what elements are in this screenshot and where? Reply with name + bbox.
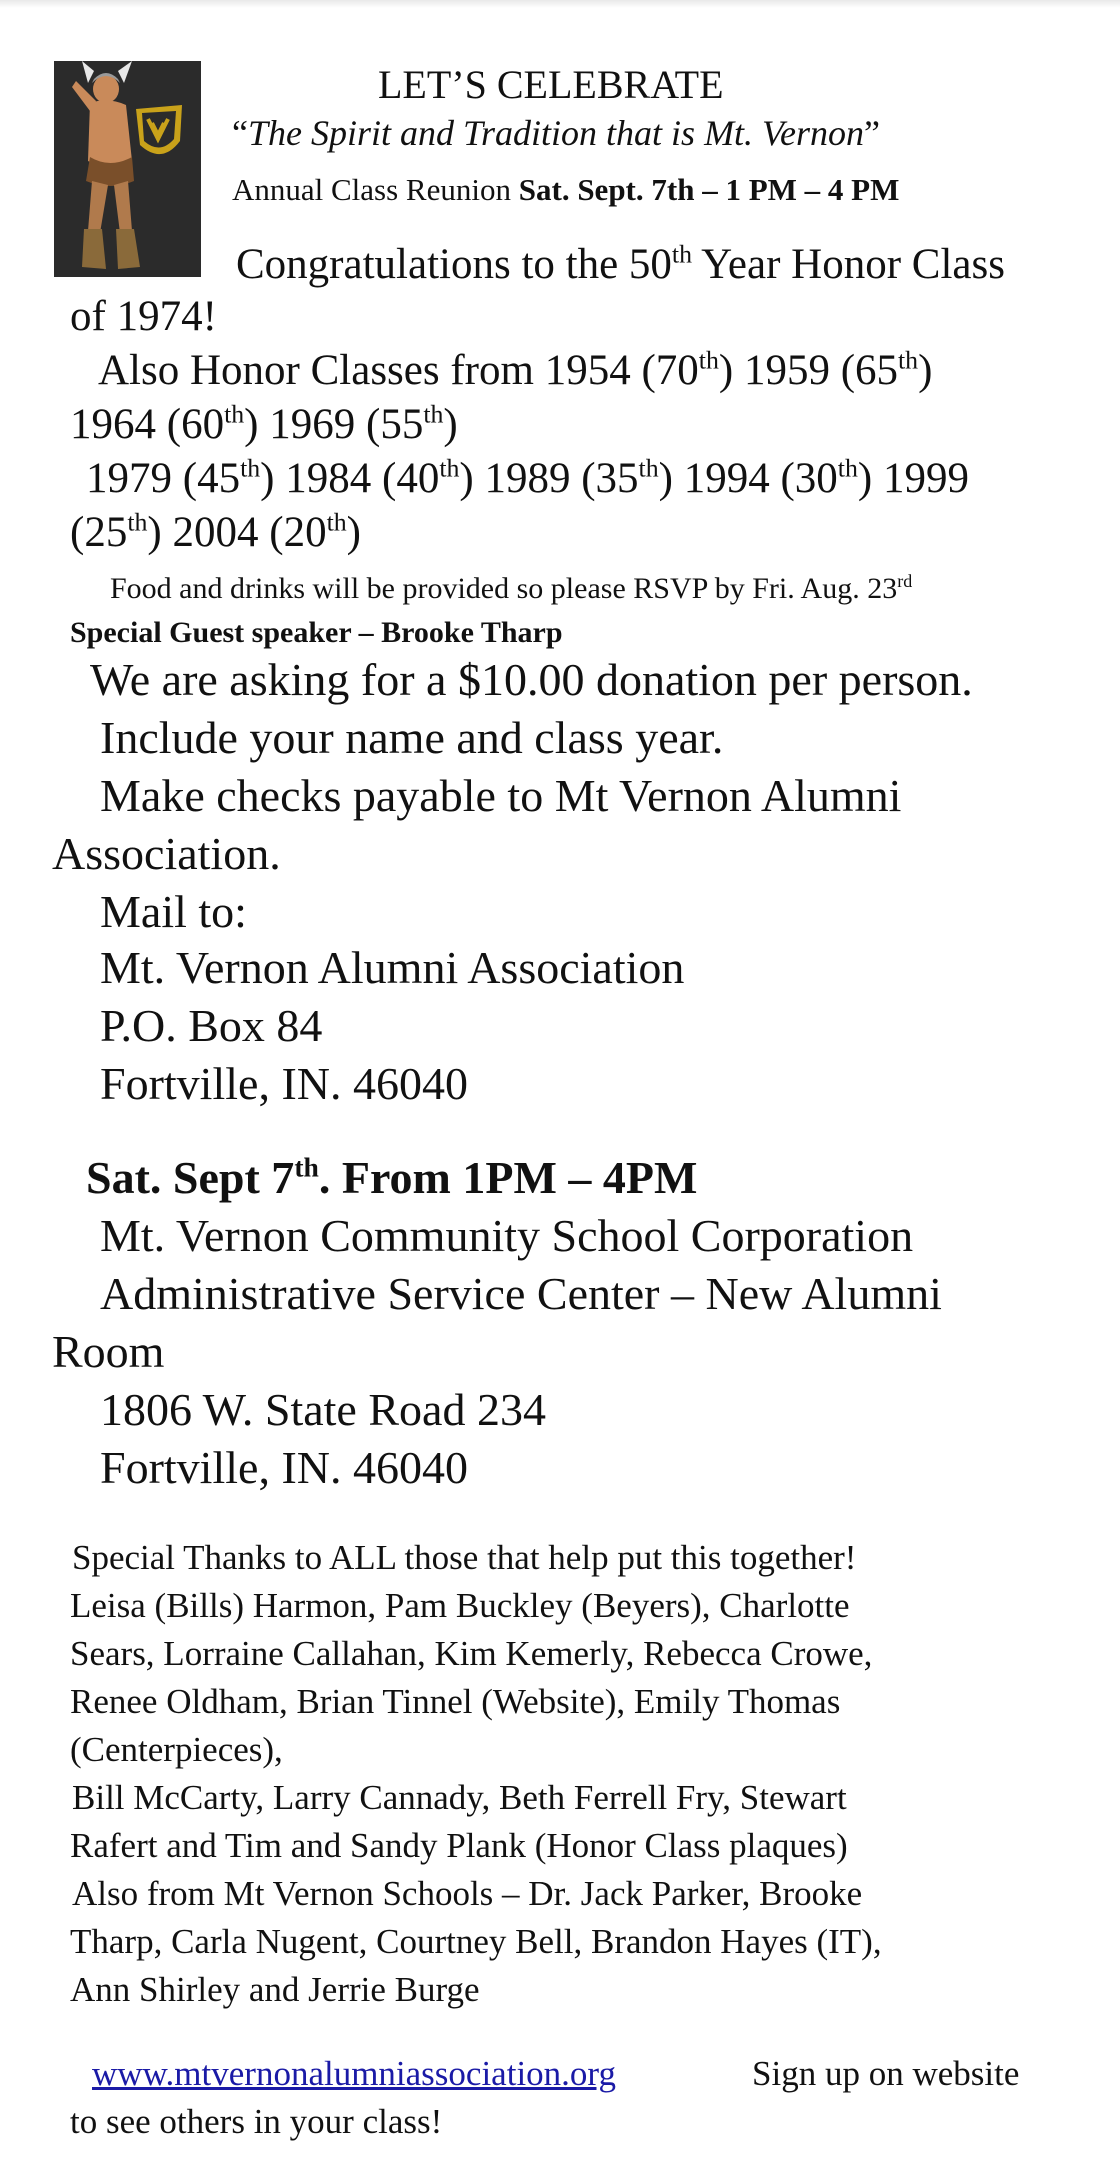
- event-street: 1806 W. State Road 234: [100, 1384, 546, 1435]
- viking-mascot-image: [54, 61, 201, 277]
- event-venue-line1: Mt. Vernon Community School Corporation: [100, 1210, 914, 1261]
- thanks-line: Special Thanks to ALL those that help put this together!: [72, 1538, 857, 1577]
- reunion-line: Annual Class Reunion Sat. Sept. 7th – 1 PM – 4 PM: [232, 172, 900, 207]
- thanks-line: Tharp, Carla Nugent, Courtney Bell, Brandon Hayes (IT),: [70, 1922, 882, 1961]
- donation-line: We are asking for a $10.00 donation per person.: [90, 654, 973, 705]
- mail-city: Fortville, IN. 46040: [100, 1058, 468, 1109]
- thanks-line: Also from Mt Vernon Schools – Dr. Jack Parker, Brooke: [72, 1874, 863, 1913]
- honor-classes-line2: 1964 (60th) 1969 (55th): [70, 399, 458, 448]
- signup-text: Sign up on website: [752, 2054, 1020, 2093]
- event-venue-line3: Room: [52, 1326, 165, 1377]
- thanks-line: (Centerpieces),: [70, 1730, 283, 1769]
- event-venue-line2: Administrative Service Center – New Alumni: [100, 1268, 942, 1319]
- mail-org: Mt. Vernon Alumni Association: [100, 942, 685, 993]
- thanks-line: Sears, Lorraine Callahan, Kim Kemerly, Rebecca Crowe,: [70, 1634, 873, 1673]
- mail-to-label: Mail to:: [100, 886, 247, 937]
- website-link-row: [92, 2054, 616, 2094]
- special-guest-speaker: Special Guest speaker – Brooke Tharp: [70, 616, 563, 649]
- thanks-line: Rafert and Tim and Sandy Plank (Honor Class plaques): [70, 1826, 848, 1865]
- honor-classes-line3: 1979 (45th) 1984 (40th) 1989 (35th) 1994 (30th) 1999: [86, 453, 969, 502]
- food-rsvp-line: Food and drinks will be provided so please RSVP by Fri. Aug. 23rd: [110, 571, 913, 605]
- thanks-line: Leisa (Bills) Harmon, Pam Buckley (Beyers), Charlotte: [70, 1586, 850, 1625]
- checks-payable-line: Make checks payable to Mt Vernon Alumni: [100, 770, 902, 821]
- thanks-line: Renee Oldham, Brian Tinnel (Website), Emily Thomas: [70, 1682, 841, 1721]
- signup-text-cont: to see others in your class!: [70, 2102, 443, 2141]
- honor-classes-line1: Also Honor Classes from 1954 (70th) 1959 (65th): [98, 345, 933, 394]
- thanks-line: Bill McCarty, Larry Cannady, Beth Ferrell Fry, Stewart: [72, 1778, 847, 1817]
- page-title: LET’S CELEBRATE: [378, 62, 724, 107]
- include-name-line: Include your name and class year.: [100, 712, 724, 763]
- top-bar: [0, 0, 1120, 8]
- honor-class-1974: of 1974!: [70, 293, 217, 340]
- thanks-line: Ann Shirley and Jerrie Burge: [70, 1970, 480, 2009]
- honor-classes-line4: (25th) 2004 (20th): [70, 507, 361, 556]
- website-link[interactable]: www.mtvernonalumniassociation.org: [92, 2054, 616, 2093]
- motto: “The Spirit and Tradition that is Mt. Vernon”: [232, 113, 881, 153]
- event-date: Sat. Sept 7th. From 1PM – 4PM: [86, 1151, 698, 1203]
- mail-po-box: P.O. Box 84: [100, 1000, 323, 1051]
- checks-payable-line-cont: Association.: [52, 828, 281, 879]
- congrats-line: Congratulations to the 50th Year Honor Class: [236, 239, 1005, 288]
- event-city: Fortville, IN. 46040: [100, 1442, 468, 1493]
